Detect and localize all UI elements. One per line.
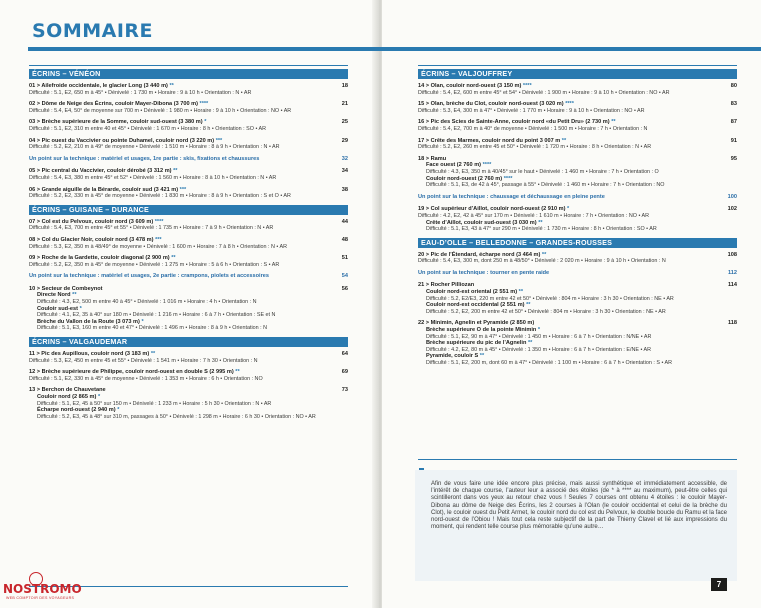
entry-title-text: 01 > Ailefroide occidentale, le glacier Long (3 440 m) xyxy=(29,83,168,89)
entry-title xyxy=(29,255,334,262)
entry-title-text: 02 > Dôme de Neige des Écrins, couloir Mayer-Dibona (3 700 m) xyxy=(29,101,198,108)
section-heading: ÉCRINS – VALGAUDEMAR xyxy=(29,337,348,347)
sub-entry-title xyxy=(426,220,723,227)
rating-stars: *** xyxy=(179,186,187,193)
sub-entry-details: Difficulté : 5.1, E3, 160 m entre 40 et 47° • Dénivelé : 1 496 m • Horaire : 8 à 9 h • Orientation : N xyxy=(37,325,268,332)
entry-page: 38 xyxy=(341,186,348,193)
entry-details: Difficulté : 5.1, E2, 650 m à 45° • Dénivelé : 1 730 m • Horaire : 9 à 10 h • Orientation : N • AR xyxy=(29,89,252,96)
toc-entry xyxy=(29,369,348,382)
sub-entry-title-text: Face ouest (2 760 m) xyxy=(426,162,482,169)
entry-page: 102 xyxy=(727,206,737,213)
sub-entry-title xyxy=(37,319,334,326)
rating-stars: ** xyxy=(479,353,485,360)
entry-title xyxy=(29,286,334,293)
rating-stars: ** xyxy=(541,251,547,258)
entry-page: 44 xyxy=(341,218,348,225)
entry-page: 118 xyxy=(727,320,737,327)
section-heading: EAU-D’OLLE – BELLEDONNE – GRANDES-ROUSSES xyxy=(418,238,737,248)
sub-entry-title-text: Couloir sud-est xyxy=(37,305,79,312)
entry-page: 73 xyxy=(341,387,348,394)
rating-stars: **** xyxy=(565,101,574,108)
rating-stars: * xyxy=(79,305,82,312)
entry-title xyxy=(418,206,723,213)
section-heading: ÉCRINS – VALJOUFFREY xyxy=(418,69,737,79)
left-column xyxy=(29,65,348,587)
technique-point-text: Un point sur la technique : chaussage et déchaussage en pleine pente xyxy=(418,193,605,200)
entry-page: 64 xyxy=(341,351,348,358)
entry-title xyxy=(29,119,334,126)
toc-entry xyxy=(418,252,737,265)
sub-entry xyxy=(29,407,334,420)
entry-details: Difficulté : 5.2, E2, 210 m à 49° de moyenne • Dénivelé : 1 510 m • Horaire : 8 à 9 h • Orientation : N • AR xyxy=(29,144,280,151)
entry-details: Difficulté : 5.4, E3, 300 m, dont 250 m à 48/50° • Dénivelé : 2 020 m • Horaire : 9 à 10 h • Orientation : N xyxy=(418,258,666,265)
technique-point-page: 32 xyxy=(341,155,348,162)
entry-details: Difficulté : 5.4, E2, 600 m entre 45° et 54° • Dénivelé : 1 900 m • Horaire : 9 à 10 h • Orientation : NO • AR xyxy=(418,89,670,96)
sub-entry-details: Difficulté : 5.1, E2, 200 m, dont 60 m à 47° • Dénivelé : 1 100 m • Horaire : 6 à 7 h • Orientation : S • AR xyxy=(426,360,673,366)
toc-entry xyxy=(29,387,348,420)
entry-page: 48 xyxy=(341,236,348,243)
sub-entry xyxy=(418,289,723,302)
entry-title xyxy=(418,83,723,90)
toc-entry xyxy=(418,83,737,96)
sub-entry-details: Difficulté : 5.1, E2, 45 à 50° sur 150 m • Dénivelé : 1 233 m • Horaire : 5 h 30 • Orientation : N • AR xyxy=(37,400,272,407)
sub-entry xyxy=(418,327,723,340)
rating-stars: * xyxy=(567,206,570,213)
sub-entry-title-text: Brèche du Vallon de la Route (3 073 m) xyxy=(37,318,140,325)
entry-title-text: 07 > Col est du Pelvoux, couloir nord (3 609 m) xyxy=(29,218,154,225)
entry-title xyxy=(418,119,723,126)
technique-point xyxy=(418,194,737,201)
sub-entry xyxy=(29,394,334,407)
rating-stars: ** xyxy=(169,83,174,89)
sub-entry-title-text: Directe Nord xyxy=(37,292,71,299)
sub-entry-title xyxy=(426,340,723,347)
entry-page: 18 xyxy=(341,83,348,89)
sub-entry-details: Difficulté : 5.1, E3, 43 à 47° sur 290 m • Dénivelé : 1 730 m • Horaire : 8 h • Orientation : SO • AR xyxy=(426,226,657,233)
entry-title-text: 17 > Crête des Marmes, couloir nord du point 3 007 m xyxy=(418,137,561,144)
entry-title xyxy=(29,138,334,145)
sub-entry-title-text: Couloir nord-est occidental (2 551 m) xyxy=(426,302,525,309)
toc-entry xyxy=(29,187,348,200)
toc-entry xyxy=(418,119,737,132)
entry-details: Difficulté : 5.3, E2, 350 m à 48/49° de moyenne • Dénivelé : 1 600 m • Horaire : 7 à 8 h • Orientation : N • AR xyxy=(29,243,288,250)
entry-details: Difficulté : 5.4, E3, 380 m entre 45° et 52° • Dénivelé : 1 560 m • Horaire : 8 à 10 h • Orientation : N • AR xyxy=(29,174,277,181)
logo-word: NOSTROMO xyxy=(3,582,82,596)
sub-entry-details: Difficulté : 5.2, E2, 200 m entre 42 et 50° • Dénivelé : 804 m • Horaire : 3 h 30 • Orientation : NE • AR xyxy=(426,308,666,315)
rating-stars: *** xyxy=(215,137,223,144)
logo-tagline: WEB COMPTOIR DES VOYAGEURS xyxy=(6,596,75,600)
sub-entry-details: Difficulté : 4.3, E3, 350 m à 40/45° sur le haut • Dénivelé : 1 460 m • Horaire : 7 h • Orientation : O xyxy=(426,168,659,175)
sub-entry xyxy=(29,306,334,319)
sub-entry-title xyxy=(426,302,723,309)
entry-title-text: 14 > Olan, couloir nord-ouest (3 150 m) xyxy=(418,83,522,89)
toc-entry xyxy=(418,156,737,189)
rating-stars: **** xyxy=(482,162,492,169)
stars-note: Afin de vous faire une idée encore plus précise, mais aussi synthétique et immédiatement accessible, de l’intérêt de chaque course, l’auteur leur a associé des étoiles (de * à **** au maximum), peut-être celles qui scintilleront dans vos yeux au retour chez vous ! Seules 7 courses ont obtenu 4 étoiles : le couloir Mayer-Dibona au dôme de Neige des Écrins, les 2 courses à l’Olan (le couloir occidental et celui de la brèche du Clot), le couloir ouest du Petit Armet, le couloir nord du col est du Pelvoux, le double boucle du Ramu et la face nord-ouest de l’Obiou ! Mais tout cela reste subjectif de la part de Thierry Clavel et lié aux impressions du moment, qui rendent telle course plus mémorable qu’une autre… xyxy=(415,470,737,581)
logo xyxy=(3,570,82,604)
sub-entry-title-text: Écharpe nord-ouest (2 940 m) xyxy=(37,407,116,414)
entry-page: 80 xyxy=(730,83,737,89)
entry-title-text: 06 > Grande aiguille de la Bérarde, couloir sud (3 421 m) xyxy=(29,186,179,193)
entry-page: 83 xyxy=(730,101,737,108)
section-heading: ÉCRINS – VÉNÉON xyxy=(29,69,348,79)
sub-entry-title xyxy=(37,306,334,313)
rating-stars: ** xyxy=(235,369,240,376)
rating-stars: ** xyxy=(611,119,616,126)
right-column xyxy=(418,65,737,460)
entry-title xyxy=(29,83,334,90)
toc-entry xyxy=(29,219,348,232)
sub-entry-title xyxy=(37,407,334,414)
toc-entry xyxy=(29,237,348,250)
sub-entry xyxy=(418,220,723,233)
entry-details: Difficulté : 5.4, E3, 700 m entre 45° et 55° • Dénivelé : 1 735 m • Horaire : 7 à 9 h • Orientation : N • AR xyxy=(29,225,274,232)
sub-entry xyxy=(418,353,723,366)
entry-title xyxy=(418,138,723,145)
sub-entry-details: Difficulté : 5.2, E3, 45 à 48° sur 310 m, passages à 50° • Dénivelé : 1 298 m • Horaire : 6 h 30 • Orientation : NO • AR xyxy=(37,413,316,420)
entry-title xyxy=(418,156,723,163)
entry-page: 25 xyxy=(341,119,348,126)
entry-title xyxy=(29,187,334,194)
toc-entry xyxy=(418,282,737,315)
entry-page: 87 xyxy=(730,119,737,126)
rating-stars: ** xyxy=(538,219,543,226)
page-title: SOMMAIRE xyxy=(32,20,154,42)
entry-title-text: 11 > Pic des Aupillous, couloir nord (3 183 m) xyxy=(29,351,150,358)
technique-point-page: 112 xyxy=(727,269,737,276)
entry-title-text: 19 > Col supérieur d’Aillot, couloir nord-ouest (2 910 m) xyxy=(418,206,566,213)
sub-entry-title-text: Crête d’Aillot, couloir sud-ouest (3 030 m) xyxy=(426,219,537,226)
entry-page: 56 xyxy=(341,285,348,292)
entry-page: 29 xyxy=(341,137,348,144)
entry-page: 114 xyxy=(727,282,737,289)
page-number: 7 xyxy=(711,578,727,591)
entry-title-text: 13 > Berchon de Chauvetane xyxy=(29,387,106,394)
toc-entry xyxy=(29,286,348,332)
entry-title xyxy=(29,369,334,376)
toc-entry xyxy=(29,83,348,96)
sub-entry-title xyxy=(426,162,723,169)
entry-details: Difficulté : 5.1, E2, 330 m à 45° de moyenne • Dénivelé : 1 353 m • Horaire : 6 h • Orientation : NO xyxy=(29,375,263,382)
entry-title-text: 09 > Roche de la Gardette, couloir diagonal (2 900 m) xyxy=(29,255,170,262)
toc-entry xyxy=(29,138,348,151)
rating-stars: * xyxy=(117,407,120,414)
entry-title xyxy=(418,101,723,108)
rating-stars: **** xyxy=(503,175,513,182)
entry-title-text: 22 > Minimin, Agnelin et Pyramide (2 850 m) xyxy=(418,320,535,327)
sub-entry-details: Difficulté : 5.1, E3, de 42 à 45°, passage à 55° • Dénivelé : 1 460 m • Horaire : 7 h • Orientation : NO xyxy=(426,182,665,189)
rating-stars: ** xyxy=(518,289,523,296)
entry-details: Difficulté : 5.2, E2, 260 m entre 45 et 50° • Dénivelé : 1 720 m • Horaire : 8 h • Orientation : N • AR xyxy=(418,144,652,151)
technique-point xyxy=(418,270,737,277)
technique-point-page: 100 xyxy=(727,193,737,200)
entry-title xyxy=(29,168,334,175)
sub-entry-title xyxy=(37,394,334,401)
rating-stars: * xyxy=(141,318,144,325)
sub-entry-title xyxy=(426,176,723,183)
entry-page: 34 xyxy=(341,168,348,175)
toc-entry xyxy=(29,255,348,268)
entry-title-text: 04 > Pic ouest du Vaccivier ou pointe Duhamel, couloir nord (3 220 m) xyxy=(29,137,215,144)
technique-point-text: Un point sur la technique : tourner en pente raide xyxy=(418,269,550,276)
rating-stars: ** xyxy=(527,340,533,347)
entry-title xyxy=(29,387,334,394)
entry-title-text: 08 > Col du Glacier Noir, couloir nord (3 478 m) xyxy=(29,236,154,243)
sub-entry-details: Difficulté : 4.3, E2, 500 m entre 40 à 45° • Dénivelé : 1 016 m • Horaire : 4 h • Orientation : N xyxy=(37,299,257,306)
sub-entry xyxy=(29,319,334,332)
rating-stars: ** xyxy=(72,292,77,299)
toc-entry xyxy=(418,320,737,366)
entry-title xyxy=(29,101,334,108)
entry-title xyxy=(29,351,334,358)
sub-entry xyxy=(29,292,334,305)
entry-title xyxy=(29,237,334,244)
sub-entry-title-text: Couloir nord-ouest (2 760 m) xyxy=(426,175,503,182)
entry-title-text: 03 > Brèche supérieure de la Somme, couloir sud-ouest (3 380 m) xyxy=(29,119,203,126)
sub-entry-title xyxy=(426,327,723,334)
technique-point-text: Un point sur la technique : matériel et usages, 2e partie : crampons, piolets et accessoires xyxy=(29,273,269,280)
entry-details: Difficulté : 5.4, E2, 700 m à 40° de moyenne • Dénivelé : 1 500 m • Horaire : 7 h • Orientation : N xyxy=(418,125,648,132)
toc-entry xyxy=(418,206,737,232)
sub-entry-title-text: Brèche supérieure du pic de l’Agnelin xyxy=(426,340,527,347)
rating-stars: ** xyxy=(173,168,178,175)
rating-stars: ** xyxy=(150,351,156,358)
sub-entry xyxy=(418,162,723,175)
entry-details: Difficulté : 5.1, E2, 310 m entre 40 et 45° • Dénivelé : 1 670 m • Horaire : 8 h • Orientation : SO • AR xyxy=(29,125,267,132)
entry-title xyxy=(418,320,723,327)
sub-entry xyxy=(418,340,723,353)
rating-stars: *** xyxy=(155,236,162,243)
technique-point xyxy=(29,273,348,280)
rating-stars: ** xyxy=(171,255,176,262)
entry-page: 69 xyxy=(341,369,348,376)
entry-title-text: 18 > Ramu xyxy=(418,155,447,162)
sub-entry xyxy=(418,176,723,189)
technique-point-text: Un point sur la technique : matériel et usages, 1re partie : skis, fixations et chaussures xyxy=(29,155,260,162)
technique-point xyxy=(29,156,348,163)
sub-entry-title-text: Brèche supérieure O de la pointe Minimin xyxy=(426,327,537,334)
rating-stars: * xyxy=(204,119,207,126)
title-rule xyxy=(28,47,761,51)
sub-entry-title xyxy=(37,292,334,299)
entry-page: 108 xyxy=(727,251,737,258)
sub-entry-details: Difficulté : 5.2, E2/E3, 220 m entre 42 et 50° • Dénivelé : 804 m • Horaire : 3 h 30 • Orientation : NE • AR xyxy=(426,295,674,302)
entry-details: Difficulté : 4.2, E2, 42 à 45° sur 170 m • Dénivelé : 1 610 m • Horaire : 7 h • Orientation : NO • AR xyxy=(418,212,650,219)
entry-details: Difficulté : 5.3, E4, 300 m à 47° • Dénivelé : 1 770 m • Horaire : 9 à 10 h • Orientation : NO • AR xyxy=(418,107,645,114)
sub-entry-details: Difficulté : 4.1, E2, 35 à 40° sur 180 m • Dénivelé : 1 216 m • Horaire : 6 à 7 h • Orientation : SE et N xyxy=(37,312,276,319)
rating-stars: * xyxy=(97,394,101,400)
rating-stars: **** xyxy=(522,83,532,89)
entry-details: Difficulté : 5.2, E2, 330 m à 45° de moyenne • Dénivelé : 1 830 m • Horaire : 8 à 9 h • Orientation : S et O • AR xyxy=(29,193,291,200)
entry-title-text: 21 > Rocher Pilliozan xyxy=(418,282,475,289)
sub-entry xyxy=(418,302,723,315)
rating-stars: ** xyxy=(561,137,567,144)
entry-page: 21 xyxy=(341,101,348,108)
toc-entry xyxy=(29,168,348,181)
entry-details: Difficulté : 5.2, E2, 350 m à 45° de moyenne • Dénivelé : 1 275 m • Horaire : 5 à 6 h • Orientation : S • AR xyxy=(29,261,280,268)
toc-entry xyxy=(29,119,348,132)
toc-entry xyxy=(418,138,737,151)
sub-entry-title-text: Pyramide, couloir S xyxy=(426,353,479,360)
entry-details: Difficulté : 5.3, E2, 450 m entre 45 et 55° • Dénivelé : 1 541 m • Horaire : 7 h 30 • Orientation : N xyxy=(29,357,258,364)
technique-point-page: 54 xyxy=(341,273,348,280)
rating-stars: * xyxy=(537,327,541,334)
entry-title-text: 15 > Olan, brèche du Clot, couloir nord-ouest (3 020 m) xyxy=(418,101,564,108)
entry-title-text: 05 > Pic central du Vaccivier, couloir dérobé (3 312 m) xyxy=(29,168,172,175)
sub-entry-details: Difficulté : 4.2, E2, 80 m à 45° • Dénivelé : 1 350 m • Horaire : 6 à 7 h • Orientation : E/NE • AR xyxy=(426,346,652,353)
rating-stars: ** xyxy=(526,302,531,309)
sub-entry-title xyxy=(426,289,723,296)
entry-details: Difficulté : 5.4, E4, 50° de moyenne sur 700 m • Dénivelé : 1 980 m • Horaire : 9 à 10 h • Orientation : NO • AR xyxy=(29,107,292,114)
sub-entry-details: Difficulté : 5.1, E2, 90 m à 47° • Dénivelé : 1 450 m • Horaire : 6 à 7 h • Orientation : N/NE • AR xyxy=(426,333,652,340)
rating-stars: **** xyxy=(154,218,164,225)
sub-entry-title xyxy=(426,353,723,360)
toc-entry xyxy=(29,101,348,114)
entry-title-text: 16 > Pic des Scies de Sainte-Anne, couloir nord «du Petit Dru» (2 730 m) xyxy=(418,119,610,126)
sub-entry-title-text: Couloir nord-est oriental (2 551 m) xyxy=(426,289,518,296)
entry-title xyxy=(29,219,334,226)
entry-title-text: 20 > Pic de l’Étendard, écharpe nord (3 464 m) xyxy=(418,251,541,258)
section-heading: ÉCRINS – GUISANE – DURANCE xyxy=(29,205,348,215)
entry-title xyxy=(418,282,723,289)
entry-title xyxy=(418,252,723,259)
entry-page: 95 xyxy=(730,155,737,162)
sub-entry-title-text: Couloir nord (2 865 m) xyxy=(37,394,97,400)
entry-page: 91 xyxy=(730,137,737,144)
entry-title-text: 12 > Brèche supérieure de Philippe, couloir nord-ouest en double S (2 995 m) xyxy=(29,369,234,376)
toc-entry xyxy=(418,101,737,114)
entry-title-text: 10 > Secteur de Combeynot xyxy=(29,285,103,292)
entry-page: 51 xyxy=(341,255,348,262)
rating-stars: **** xyxy=(199,101,209,108)
toc-entry xyxy=(29,351,348,364)
